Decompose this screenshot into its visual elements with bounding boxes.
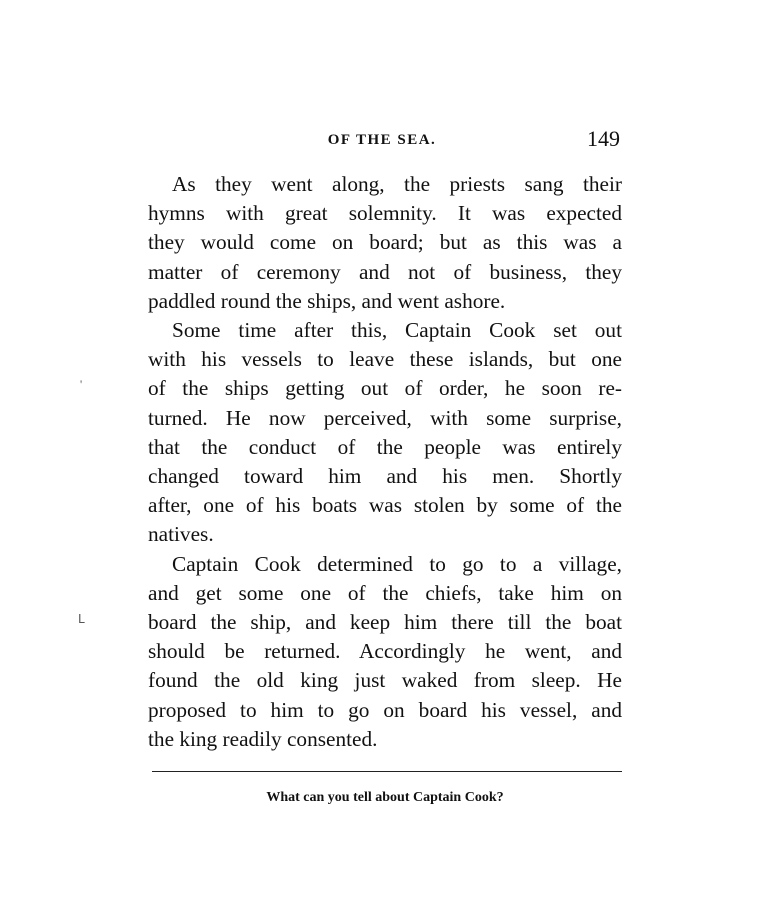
running-head — [148, 126, 622, 156]
text-line: with his vessels to leave these islands, but one — [148, 347, 622, 372]
text-line: and get some one of the chiefs, take him on — [148, 580, 622, 605]
text-line: Captain Cook determined to go to a village, — [172, 551, 622, 576]
text-line: As they went along, the priests sang their — [172, 172, 622, 196]
page-number: 149 — [587, 126, 620, 151]
footnote-rule — [152, 771, 622, 772]
paragraph-1 — [148, 170, 622, 316]
text-line: of the ships getting out of order, he soon re- — [148, 376, 622, 401]
text-line: paddled round the ships, and went ashore. — [148, 288, 506, 313]
running-title: OF THE SEA. — [327, 132, 437, 148]
text-line: found the old king just waked from sleep. He — [148, 668, 622, 693]
text-line: changed toward him and his men. Shortly — [148, 464, 622, 489]
text-line: should be returned. Accordingly he went, and — [148, 639, 622, 664]
footnote-question: What can you tell about Captain Cook? — [266, 790, 504, 805]
paragraph-3 — [148, 550, 622, 754]
paragraph-2 — [148, 316, 622, 550]
margin-speck: ' — [80, 377, 83, 391]
text-line: proposed to him to go on board his vessel, and — [148, 697, 622, 722]
text-line: hymns with great solemnity. It was expected — [148, 201, 622, 226]
text-line: they would come on board; but as this was a — [148, 230, 622, 255]
text-line: after, one of his boats was stolen by some of the — [148, 493, 622, 518]
text-line: Some time after this, Captain Cook set out — [172, 318, 622, 343]
body-text — [148, 170, 622, 754]
text-line: turned. He now perceived, with some surprise, — [148, 405, 622, 430]
text-line: natives. — [148, 522, 214, 547]
text-line: that the conduct of the people was entirely — [148, 434, 622, 459]
text-line: matter of ceremony and not of business, they — [148, 259, 622, 284]
text-line: the king readily consented. — [148, 726, 378, 751]
text-line: board the ship, and keep him there till the boat — [148, 610, 622, 635]
margin-speck: ᒪ — [78, 612, 85, 626]
